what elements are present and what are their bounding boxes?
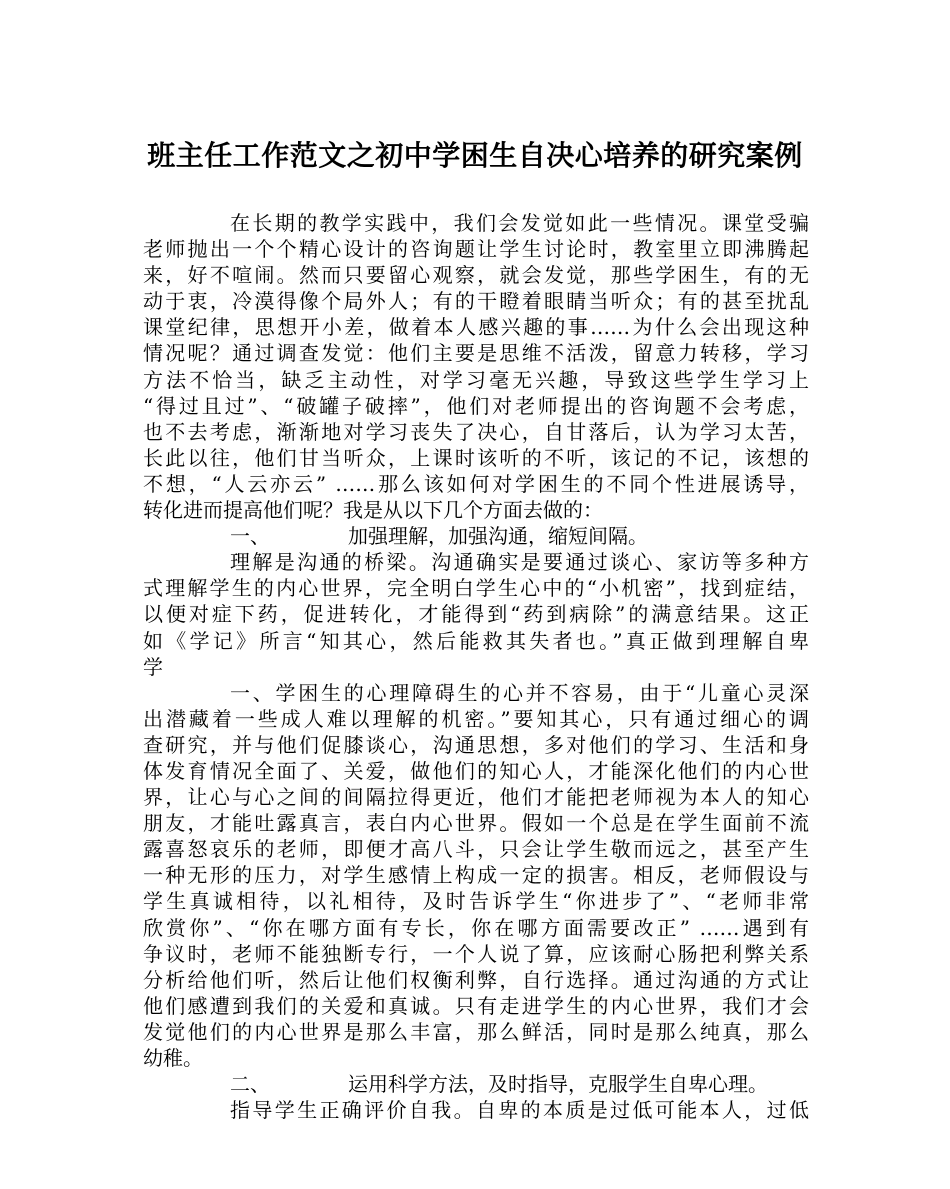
paragraph-line: 发觉他们的内心世界是那么丰富，那么鲜活，同时是那么纯真，那么 xyxy=(143,1019,809,1044)
paragraph-line: 出潜藏着一些成人难以理解的机密。”要知其心，只有通过细心的调 xyxy=(143,706,809,731)
section-number: 一、 xyxy=(230,524,270,549)
paragraph-line: 露喜怒哀乐的老师，即便才高八斗，只会让学生敬而远之，甚至产生 xyxy=(143,837,809,862)
paragraph-line: 方法不恰当，缺乏主动性，对学习毫无兴趣，导致这些学生学习上 xyxy=(143,367,809,392)
paragraph-line: 来，好不喧闹。然而只要留心观察，就会发觉，那些学困生，有的无 xyxy=(143,263,809,288)
paragraph-line: 长此以往，他们甘当听众，上课时该听的不听，该记的不记，该想的 xyxy=(143,445,809,470)
paragraph-line: 争议时，老师不能独断专行，一个人说了算，应该耐心肠把利弊关系 xyxy=(143,941,809,966)
paragraph-line: 在长期的教学实践中，我们会发觉如此一些情况。课堂受骗 xyxy=(230,211,809,235)
paragraph-line: 不想，“人云亦云” ……那么该如何对学困生的不同个性进展诱导， xyxy=(143,471,809,496)
paragraph-line: 查研究，并与他们促膝谈心，沟通思想，多对他们的学习、生活和身 xyxy=(143,732,809,757)
paragraph-line: 如《学记》所言“知其心，然后能救其失者也。”真正做到理解自卑 xyxy=(143,628,809,653)
document-title: 班主任工作范文之初中学困生自决心培养的研究案例 xyxy=(147,139,803,172)
paragraph-line: 朋友，才能吐露真言，表白内心世界。假如一个总是在学生面前不流 xyxy=(143,811,809,836)
paragraph-line: 指导学生正确评价自我。自卑的本质是过低可能本人，过低 xyxy=(230,1098,809,1123)
paragraph-line: “得过且过”、“破罐子破摔”，他们对老师提出的咨询题不会考虑， xyxy=(143,393,809,418)
section-number: 二、 xyxy=(230,1072,270,1097)
paragraph-line: 式理解学生的内心世界，完全明白学生心中的“小机密”，找到症结， xyxy=(143,576,809,601)
paragraph-line: 老师抛出一个个精心设计的咨询题让学生讨论时，教室里立即沸腾起 xyxy=(143,237,809,262)
paragraph-line: 情况呢？通过调查发觉：他们主要是思维不活泼，留意力转移，学习 xyxy=(143,341,809,366)
paragraph-line: 也不去考虑，渐渐地对学习丧失了决心，自甘落后，认为学习太苦， xyxy=(143,419,809,444)
paragraph-line: 欣赏你”、“你在哪方面有专长，你在哪方面需要改正” ……遇到有 xyxy=(143,915,809,940)
paragraph-line: 课堂纪律，思想开小差，做着本人感兴趣的事……为什么会出现这种 xyxy=(143,315,809,340)
paragraph-line: 体发育情况全面了、关爱，做他们的知心人，才能深化他们的内心世 xyxy=(143,758,809,783)
paragraph-line: 动于衷，冷漠得像个局外人；有的干瞪着眼睛当听众；有的甚至扰乱 xyxy=(143,289,809,314)
document-body xyxy=(143,210,809,1123)
section-heading xyxy=(143,523,809,549)
paragraph-line: 幼稚。 xyxy=(143,1046,203,1070)
paragraph-line: 界，让心与心之间的间隔拉得更近，他们才能把老师视为本人的知心 xyxy=(143,785,809,810)
section-heading-text: 运用科学方法，及时指导，克服学生自卑心理。 xyxy=(348,1072,768,1097)
paragraph-line: 学生真诚相待，以礼相待，及时告诉学生“你进步了”、“老师非常 xyxy=(143,889,809,914)
paragraph-line: 他们感遭到我们的关爱和真诚。只有走进学生的内心世界，我们才会 xyxy=(143,993,809,1018)
paragraph-line: 转化进而提高他们呢？我是从以下几个方面去做的： xyxy=(143,498,603,523)
section-heading xyxy=(143,1071,809,1097)
paragraph-line: 分析给他们听，然后让他们权衡利弊，自行选择。通过沟通的方式让 xyxy=(143,967,809,992)
paragraph-line: 学 xyxy=(143,654,163,679)
paragraph-line: 一种无形的压力，对学生感情上构成一定的损害。相反，老师假设与 xyxy=(143,863,809,888)
paragraph-line: 理解是沟通的桥梁。沟通确实是要通过谈心、家访等多种方 xyxy=(230,550,809,575)
paragraph-line: 一、学困生的心理障碍生的心并不容易，由于“儿童心灵深 xyxy=(230,680,809,705)
paragraph-line: 以便对症下药，促进转化，才能得到“药到病除”的满意结果。这正 xyxy=(143,602,809,627)
section-heading-text: 加强理解，加强沟通，缩短间隔。 xyxy=(348,524,648,549)
